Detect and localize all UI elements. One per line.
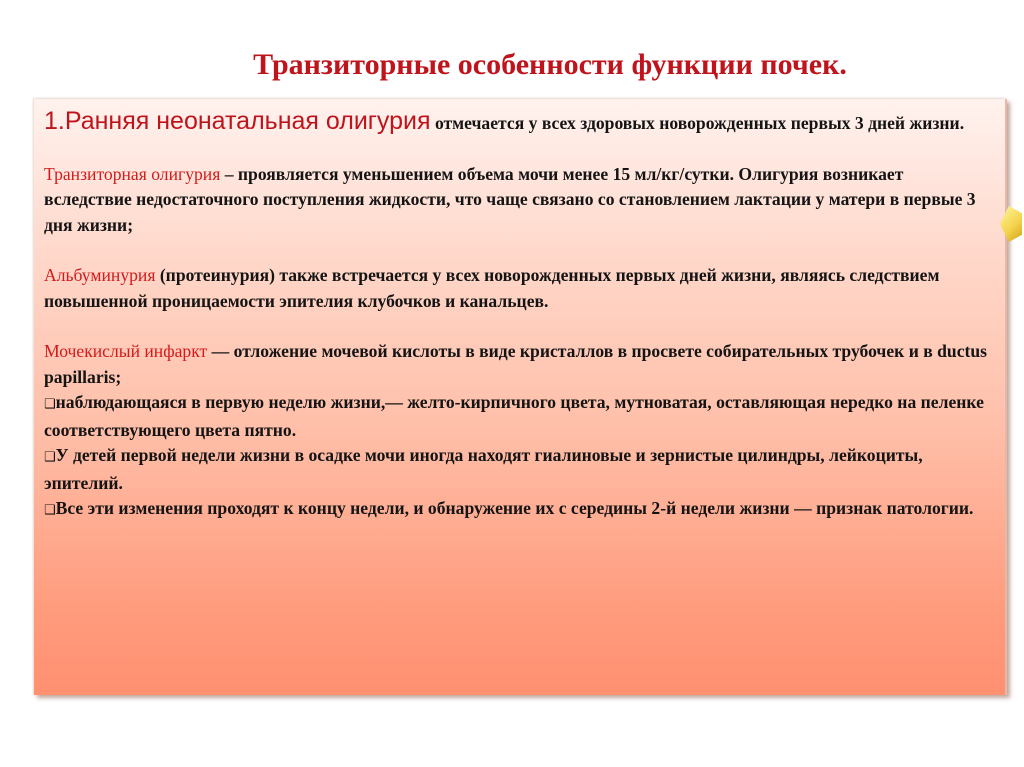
bullet-item [44, 443, 994, 496]
oliguria-heading: 1.Ранняя неонатальная олигурия [44, 107, 431, 135]
bullet-text: наблюдающаяся в первую неделю жизни,— желто-кирпичного цвета, мутноватая, оставляющая нередко на пеленке соответствующего цвета пятно. [44, 392, 984, 440]
albuminuria-paragraph [44, 263, 994, 314]
oliguria-paragraph [44, 109, 994, 137]
bullet-item [44, 390, 994, 443]
albuminuria-text: (протеинурия) также встречается у всех новорожденных первых дней жизни, являясь следствием повышенной проницаемости эпителия клубочков и канальцев. [44, 265, 940, 311]
transient-oliguria-text: – проявляется уменьшением объема мочи менее 15 мл/кг/сутки. Олигурия возникает вследствие недостаточного поступления жидкости, что чаще связано со становлением лактации у матери в первые 3 дня жизни; [44, 163, 976, 235]
uric-acid-infarct-text: — отложение мочевой кислоты в виде кристаллов в просвете собирательных трубочек и в ductus papillaris; [44, 341, 987, 387]
checkbox-bullet-icon: ❑ [44, 503, 56, 518]
checkbox-bullet-icon: ❑ [44, 450, 56, 465]
uric-acid-infarct-term: Мочекислый инфаркт [44, 341, 208, 361]
transient-oliguria-term: Транзиторная олигурия [44, 163, 221, 184]
oliguria-intro: отмечается у всех здоровых новорожденных первых 3 дней жизни. [430, 113, 965, 133]
bullet-text: У детей первой недели жизни в осадке мочи иногда находят гиалиновые и зернистые цилиндры, лейкоциты, эпителий. [44, 445, 923, 493]
uric-acid-infarct-paragraph [44, 339, 994, 390]
slide-title: Транзиторные особенности функции почек. [253, 48, 847, 81]
content-text [44, 109, 994, 524]
bullet-text: Все эти изменения проходят к концу недели, и обнаружение их с середины 2-й недели жизни — признак патологии. [55, 498, 974, 518]
transient-oliguria-paragraph [44, 162, 994, 239]
albuminuria-term: Альбуминурия [44, 265, 156, 285]
bullet-item [44, 496, 994, 524]
content-panel [34, 99, 1007, 695]
checkbox-bullet-icon: ❑ [44, 397, 56, 412]
